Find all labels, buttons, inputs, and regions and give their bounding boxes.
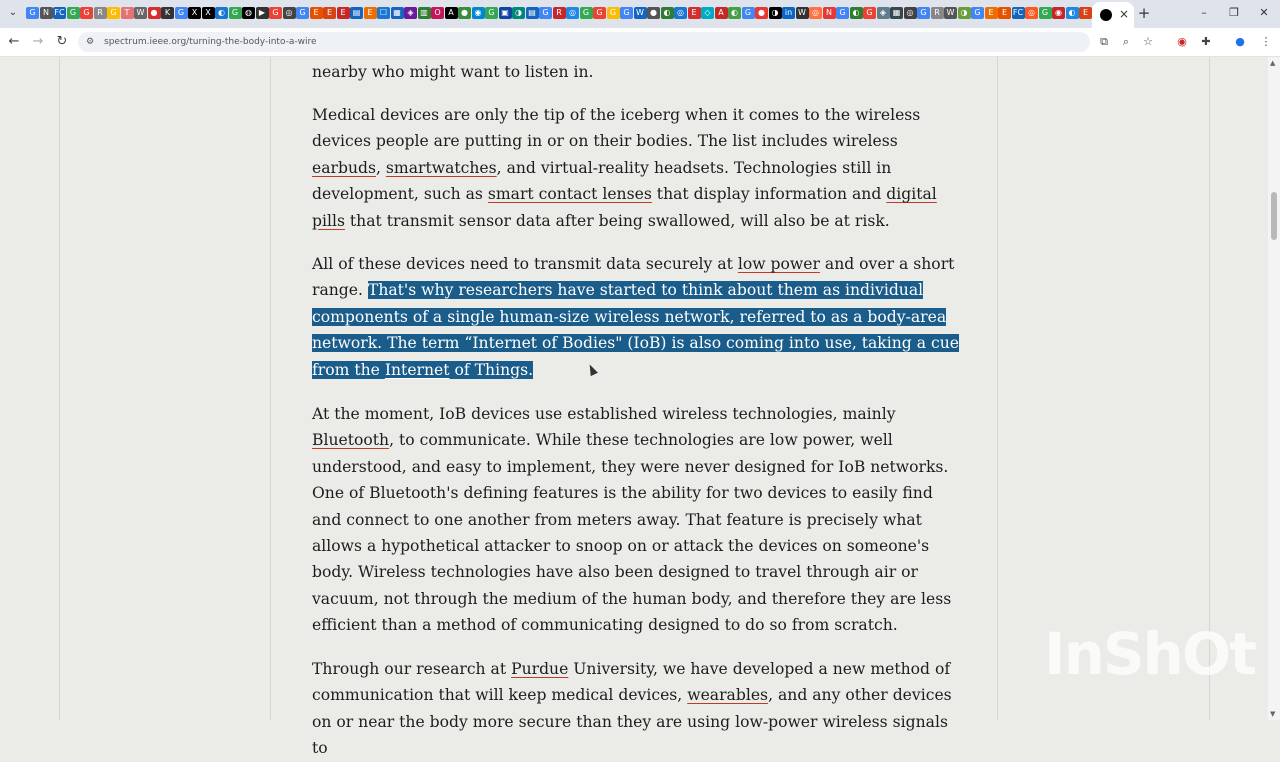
paragraph: Through our research at Purdue University, we have developed a new method of communication that will keep medical devices, wearables, and any other devices on or near the body more secure than they are using low-power wireless signals to — [312, 660, 952, 758]
reload-button[interactable]: ↻ — [56, 34, 68, 49]
pinned-tab-favicon-icon[interactable]: ◍ — [242, 7, 255, 19]
url-text[interactable]: spectrum.ieee.org/turning-the-body-into-a-wire — [104, 37, 317, 47]
pinned-tab-favicon-icon[interactable]: ● — [458, 7, 471, 19]
pinned-tab-favicon-icon[interactable]: G — [26, 7, 39, 19]
pinned-tab-favicon-icon[interactable]: G — [67, 7, 80, 19]
pinned-tab-favicon-icon[interactable]: W — [796, 7, 809, 19]
selected-text[interactable]: That's why researchers have started to think about them as individual components of a single human-size wireless network, referred to as a body-area network. The term “Internet of Bodies" (IoB) is also coming into use, taking a cue from the Internet of Things. — [312, 281, 959, 379]
pinned-tab-favicon-icon[interactable]: R — [553, 7, 566, 19]
pinned-tab-favicon-icon[interactable]: G — [593, 7, 606, 19]
pinned-tab-favicon-icon[interactable]: ◐ — [1066, 7, 1079, 19]
pinned-tab-favicon-icon[interactable]: X — [202, 7, 215, 19]
pinned-tab-favicon-icon[interactable]: ◐ — [850, 7, 863, 19]
paragraph: All of these devices need to transmit data securely at low power and over a short range. That's why researchers have started to think about them as individual components of a single human-size wireless network, referred to as a body-area network. The term “Internet of Bodies" (IoB) is also coming into use, taking a cue from the Internet of Things. — [312, 255, 959, 379]
link-smart-contact-lenses[interactable]: smart contact lenses — [487, 185, 652, 204]
forward-button[interactable]: → — [32, 34, 44, 49]
pinned-tab-favicon-icon[interactable]: E — [310, 7, 323, 19]
pinned-tab-favicon-icon[interactable]: ◈ — [877, 7, 890, 19]
browser-toolbar — [0, 28, 1280, 57]
close-tab-icon[interactable]: × — [1118, 7, 1130, 21]
active-tab-favicon-icon — [1100, 9, 1112, 21]
pinned-tab-favicon-icon[interactable]: FC — [1012, 8, 1024, 17]
pinned-tab-favicon-icon[interactable]: ☐ — [377, 7, 390, 19]
pinned-tab-favicon-icon[interactable]: G — [1039, 7, 1052, 19]
pinned-tab-favicon-icon[interactable]: ● — [755, 7, 768, 19]
back-button[interactable]: ← — [8, 34, 20, 49]
link-earbuds[interactable]: earbuds — [312, 158, 376, 177]
link-internet[interactable]: Internet — [384, 360, 450, 379]
pinned-tab-favicon-icon[interactable]: W — [944, 7, 957, 19]
link-digital-pills[interactable]: digital pills — [312, 185, 937, 230]
pinned-tab-favicon-icon[interactable]: R — [931, 7, 944, 19]
pinned-tab-favicon-icon[interactable]: ● — [647, 7, 660, 19]
page-scrollbar[interactable] — [1268, 57, 1280, 720]
pinned-tab-favicon-icon[interactable]: E — [688, 7, 701, 19]
pinned-tab-favicon-icon[interactable]: ◇ — [701, 7, 714, 19]
install-app-icon[interactable]: ⧉ — [1100, 35, 1108, 48]
pinned-tab-favicon-icon[interactable]: G — [620, 7, 633, 19]
pinned-tab-favicon-icon[interactable]: ▶ — [256, 7, 269, 19]
minimize-button[interactable]: – — [1201, 6, 1207, 19]
pinned-tab-favicon-icon[interactable]: ▥ — [418, 7, 431, 19]
pinned-tab-favicon-icon[interactable]: G — [175, 7, 188, 19]
pinned-tab-favicon-icon[interactable]: ● — [148, 7, 161, 19]
pinned-tab-favicon-icon[interactable]: G — [80, 7, 93, 19]
pinned-tab-favicon-icon[interactable]: G — [229, 7, 242, 19]
pinned-tab-favicon-icon[interactable]: ▤ — [526, 7, 539, 19]
pinned-tab-favicon-icon[interactable]: ▦ — [890, 7, 903, 19]
link-low-power[interactable]: low power — [737, 255, 820, 273]
profile-avatar-icon[interactable]: ● — [1235, 35, 1245, 48]
browser-menu-icon[interactable]: ⋮ — [1260, 35, 1272, 48]
pinned-tab-favicon-icon[interactable]: G — [107, 7, 120, 19]
pinned-tab-favicon-icon[interactable]: E — [323, 7, 336, 19]
site-info-icon[interactable]: ⚙ — [86, 37, 95, 47]
pinned-tab-favicon-icon[interactable]: K — [161, 7, 174, 19]
scrollbar-thumb[interactable] — [1271, 192, 1277, 240]
pinned-tab-favicon-icon[interactable]: G — [539, 7, 552, 19]
paragraph: nearby who might want to listen in. — [312, 63, 594, 81]
pinned-tab-favicon-icon[interactable]: E — [337, 7, 350, 19]
pinned-tab-favicon-icon[interactable]: R — [94, 7, 107, 19]
pinned-tab-favicon-icon[interactable]: G — [485, 7, 498, 19]
pinned-tab-favicon-icon[interactable]: ◑ — [512, 7, 525, 19]
pinned-tab-favicon-icon[interactable]: N — [40, 7, 53, 19]
close-window-button[interactable]: ✕ — [1259, 6, 1269, 19]
pinned-tab-favicon-icon[interactable]: ◎ — [283, 7, 296, 19]
pinned-tab-favicon-icon[interactable]: N — [823, 7, 836, 19]
scroll-down-arrow-icon[interactable]: ▼ — [1270, 710, 1276, 718]
paragraph: At the moment, IoB devices use established wireless technologies, mainly Bluetooth, to communicate. While these technologies are low power, well understood, and easy to implement, they were never designed for IoB networks. One of Bluetooth's defining features is the ability for two devices to easily find and connect to one another from meters away. That feature is precisely what allows a hypothetical attacker to snoop on or attack the devices on someone's body. Wireless technologies have also been designed to travel through air or vacuum, not through the medium of the human body, and therefore they are less efficient than a method of communicating designed to do so from scratch. — [312, 405, 952, 635]
pinned-tab-favicon-icon[interactable]: ◐ — [661, 7, 674, 19]
pinned-tab-favicon-icon[interactable]: A — [715, 7, 728, 19]
pinned-tab-favicon-icon[interactable]: G — [971, 7, 984, 19]
bookmark-star-icon[interactable]: ☆ — [1143, 35, 1153, 48]
pinned-tab-favicon-icon[interactable]: G — [742, 7, 755, 19]
pinned-tab-favicon-icon[interactable]: G — [580, 7, 593, 19]
pinned-tab-favicon-icon[interactable]: ◉ — [472, 7, 485, 19]
pinned-tab-favicon-icon[interactable]: O — [431, 7, 444, 19]
zoom-icon[interactable]: ⌕ — [1122, 35, 1130, 48]
pinned-tab-favicon-icon[interactable]: ◈ — [404, 7, 417, 19]
pinned-tab-favicon-icon[interactable]: T — [121, 7, 134, 19]
pinned-tab-favicon-icon[interactable]: A — [445, 7, 458, 19]
pinned-tab-favicon-icon[interactable]: ◐ — [215, 7, 228, 19]
column-divider — [270, 57, 271, 720]
pinned-tab-favicon-icon[interactable]: E — [1079, 7, 1092, 19]
pinned-tab-favicon-icon[interactable]: ◐ — [728, 7, 741, 19]
address-bar[interactable] — [78, 32, 1090, 52]
new-tab-button[interactable]: + — [1137, 4, 1151, 22]
pinned-tab-favicon-icon[interactable]: ◎ — [809, 7, 822, 19]
pinned-tab-favicon-icon[interactable]: W — [634, 7, 647, 19]
pinned-tab-favicon-icon[interactable]: G — [863, 7, 876, 19]
column-divider — [59, 57, 60, 720]
pinned-tabs-row — [26, 7, 1120, 21]
paragraph: Medical devices are only the tip of the iceberg when it comes to the wireless devices people are putting in or on their bodies. The list includes wireless earbuds, smartwatches, and virtual-reality headsets. Technologies still in development, such as smart contact lenses that display information and digital pills that transmit sensor data after being swallowed, will also be at risk. — [312, 106, 937, 230]
pinned-tab-favicon-icon[interactable]: ◎ — [1025, 7, 1038, 19]
pinned-tab-favicon-icon[interactable]: X — [188, 7, 201, 19]
pinned-tab-favicon-icon[interactable]: ◎ — [904, 7, 917, 19]
pinned-tab-favicon-icon[interactable]: ◑ — [958, 7, 971, 19]
pinned-tab-favicon-icon[interactable]: ▦ — [391, 7, 404, 19]
link-bluetooth[interactable]: Bluetooth — [312, 431, 390, 450]
link-purdue[interactable]: Purdue — [511, 660, 569, 678]
pinned-tab-favicon-icon[interactable]: G — [836, 7, 849, 19]
scroll-up-arrow-icon[interactable]: ▲ — [1270, 59, 1276, 67]
tab-strip — [0, 0, 1280, 28]
tab-search-chevron-icon[interactable]: ⌄ — [8, 7, 18, 18]
link-wearables[interactable]: wearables — [687, 686, 769, 705]
restore-button[interactable]: ❐ — [1229, 6, 1239, 19]
pinned-tab-favicon-icon[interactable]: ◉ — [1052, 7, 1065, 19]
pinned-tab-favicon-icon[interactable]: ◎ — [674, 7, 687, 19]
pinned-tab-favicon-icon[interactable]: W — [134, 7, 147, 19]
pinned-tab-favicon-icon[interactable]: ▣ — [499, 7, 512, 19]
pinned-tab-favicon-icon[interactable]: ◑ — [769, 7, 782, 19]
pinned-tab-favicon-icon[interactable]: E — [998, 7, 1011, 19]
pinned-tab-favicon-icon[interactable]: E — [985, 7, 998, 19]
pinned-tab-favicon-icon[interactable]: G — [917, 7, 930, 19]
column-divider — [997, 57, 998, 720]
pinned-tab-favicon-icon[interactable]: ◎ — [566, 7, 579, 19]
pinned-tab-favicon-icon[interactable]: ▤ — [350, 7, 363, 19]
pinned-tab-favicon-icon[interactable]: E — [364, 7, 377, 19]
pinned-tab-favicon-icon[interactable]: in — [782, 7, 795, 19]
extension-icon[interactable]: ◉ — [1177, 35, 1187, 48]
pinned-tab-favicon-icon[interactable]: G — [296, 7, 309, 19]
inshot-watermark: InShOt — [1044, 620, 1255, 688]
active-tab[interactable] — [1092, 2, 1134, 28]
extensions-puzzle-icon[interactable]: ✚ — [1201, 35, 1211, 48]
link-smartwatches[interactable]: smartwatches — [385, 158, 497, 177]
pinned-tab-favicon-icon[interactable]: FC — [54, 8, 65, 17]
pinned-tab-favicon-icon[interactable]: G — [607, 7, 620, 19]
pinned-tab-favicon-icon[interactable]: G — [269, 7, 282, 19]
